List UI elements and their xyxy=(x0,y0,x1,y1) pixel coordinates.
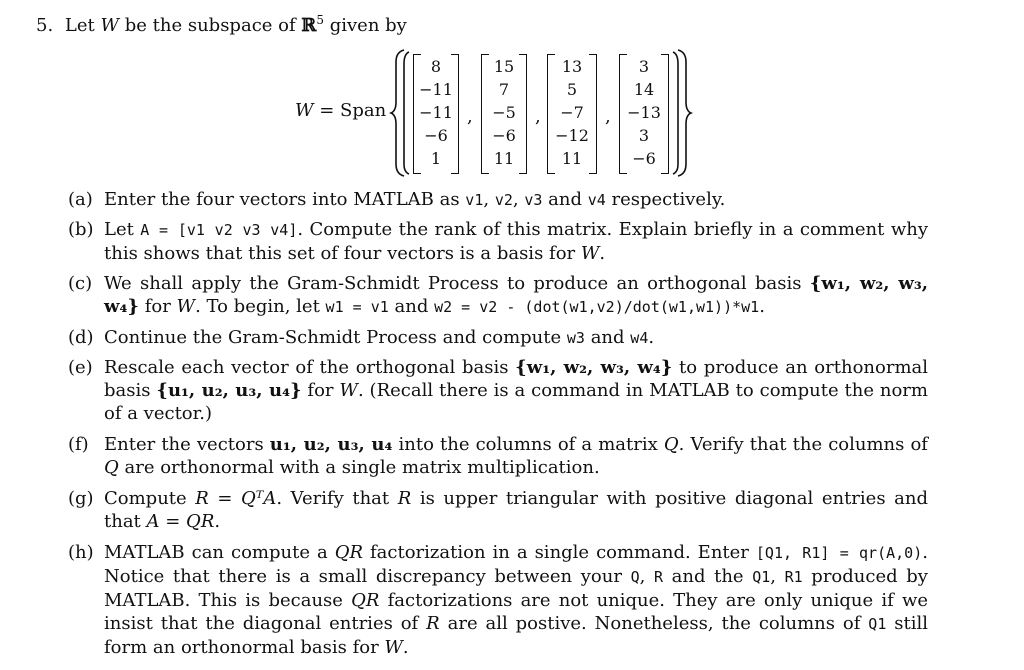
code-A: A = [v1 v2 v3 v4] xyxy=(140,221,298,239)
code-qr: [Q1, R1] = qr(A,0) xyxy=(755,544,923,562)
vector-entry: −6 xyxy=(632,149,656,168)
intro-text: given by xyxy=(329,15,407,36)
code-w1: w1 = v1 xyxy=(325,298,389,316)
code-w2: w2 = v2 - (dot(w1,v2)/dot(w1,w1))*w1 xyxy=(434,298,760,316)
comma: , xyxy=(535,106,541,127)
vector-entry: 13 xyxy=(561,57,583,76)
vector-2 xyxy=(481,54,527,172)
comma: , xyxy=(605,106,611,127)
vector-entry: 11 xyxy=(561,149,583,168)
comma: , xyxy=(467,106,473,127)
part-body: Let A = [v1 v2 v3 v4]. Compute the rank of this matrix. Explain briefly in a comment why this shows that this set of four vectors is a basis for W. xyxy=(104,219,928,264)
vector-entry: −6 xyxy=(492,126,516,145)
vector-entry: 3 xyxy=(638,126,650,145)
problem-number: 5. xyxy=(36,15,54,36)
vector-entry: −7 xyxy=(560,103,584,122)
vector-entry: 7 xyxy=(498,80,510,99)
math-W: W xyxy=(100,15,120,36)
math-set-u: {u₁, u₂, u₃, u₄} xyxy=(156,380,302,401)
code-R: R xyxy=(653,568,663,586)
math-R-eq: R = QᵀA xyxy=(195,488,277,509)
intro-text: Let xyxy=(64,15,95,36)
vector-3 xyxy=(547,54,597,172)
code-v1: v1 xyxy=(465,191,484,209)
part-label: (f) xyxy=(68,434,89,455)
code-w4: w4 xyxy=(630,329,649,347)
vector-entry: 5 xyxy=(566,80,578,99)
part-body: Enter the vectors u₁, u₂, u₃, u₄ into the columns of a matrix Q. Verify that the columns of Q are orthonormal with a single matrix multiplication. xyxy=(104,434,928,478)
vector-entry: −12 xyxy=(555,126,589,145)
part-label: (g) xyxy=(68,488,94,509)
part-label: (a) xyxy=(68,189,93,210)
math-A-eq: A = QR xyxy=(146,511,215,532)
code-R1: R1 xyxy=(784,568,803,586)
vector-entry: 3 xyxy=(638,57,650,76)
code-w3: w3 xyxy=(566,329,585,347)
part-label: (b) xyxy=(68,219,94,240)
right-brace-icon xyxy=(675,48,693,178)
code-v3: v3 xyxy=(524,191,543,209)
part-body: Rescale each vector of the orthogonal basis {w₁, w₂, w₃, w₄} to produce an orthonormal basis {u₁, u₂, u₃, u₄} for W. (Recall there is a command in MATLAB to compute the norm of a vector.) xyxy=(104,357,929,424)
vector-1 xyxy=(413,54,459,172)
vector-4 xyxy=(619,54,669,172)
vector-entry: 11 xyxy=(493,149,515,168)
vector-entry: 15 xyxy=(493,57,515,76)
math-set-w: {w₁, w₂, w₃, w₄} xyxy=(104,273,928,317)
vector-entry: 14 xyxy=(633,80,655,99)
code-Q1: Q1 xyxy=(868,615,887,633)
code-v2: v2 xyxy=(494,191,513,209)
vector-entry: −11 xyxy=(419,103,453,122)
vector-entry: −5 xyxy=(492,103,516,122)
part-body: We shall apply the Gram-Schmidt Process to produce an orthogonal basis {w₁, w₂, w₃, w₄} for W. To begin, let w1 = v1 and w2 = v2 - (dot(w1,v2)/dot(w1,w1))*w1. xyxy=(104,273,928,317)
part-label: (c) xyxy=(68,273,93,294)
intro-text: be the subspace of xyxy=(124,15,296,36)
vector-entry: 8 xyxy=(430,57,442,76)
part-body: Enter the four vectors into MATLAB as v1, v2, v3 and v4 respectively. xyxy=(104,189,726,210)
part-body: MATLAB can compute a QR factorization in a single command. Enter [Q1, R1] = qr(A,0). Notice that there is a small discrepancy between your Q, R and the Q1, R1 produced by MATLAB. This is because QR factorizations are not unique. They are only unique if we insist that the diagonal entries of R are all postive. Nonetheless, the columns of Q1 still form an orthonormal basis for W. xyxy=(104,542,929,658)
part-label: (d) xyxy=(68,327,94,348)
problem-statement xyxy=(36,13,407,36)
vector-entry: −6 xyxy=(424,126,448,145)
code-v4: v4 xyxy=(587,191,606,209)
equation-lhs: W = Span xyxy=(295,100,387,121)
part-body: Continue the Gram-Schmidt Process and compute w3 and w4. xyxy=(104,327,655,348)
part-label: (h) xyxy=(68,542,94,563)
vector-entry: −11 xyxy=(419,80,453,99)
part-label: (e) xyxy=(68,357,93,378)
left-brace-icon xyxy=(397,48,411,178)
vector-entry: 1 xyxy=(430,149,442,168)
math-set-w: {w₁, w₂, w₃, w₄} xyxy=(515,357,673,378)
code-Q: Q xyxy=(630,568,640,586)
vector-entry: −13 xyxy=(627,103,661,122)
part-body: Compute R = QᵀA. Verify that R is upper triangular with positive diagonal entries and that A = QR. xyxy=(104,488,928,532)
math-set-u: u₁, u₂, u₃, u₄ xyxy=(269,434,393,455)
code-Q1: Q1 xyxy=(752,568,771,586)
math-R: ℝ$^5$ xyxy=(301,13,324,36)
